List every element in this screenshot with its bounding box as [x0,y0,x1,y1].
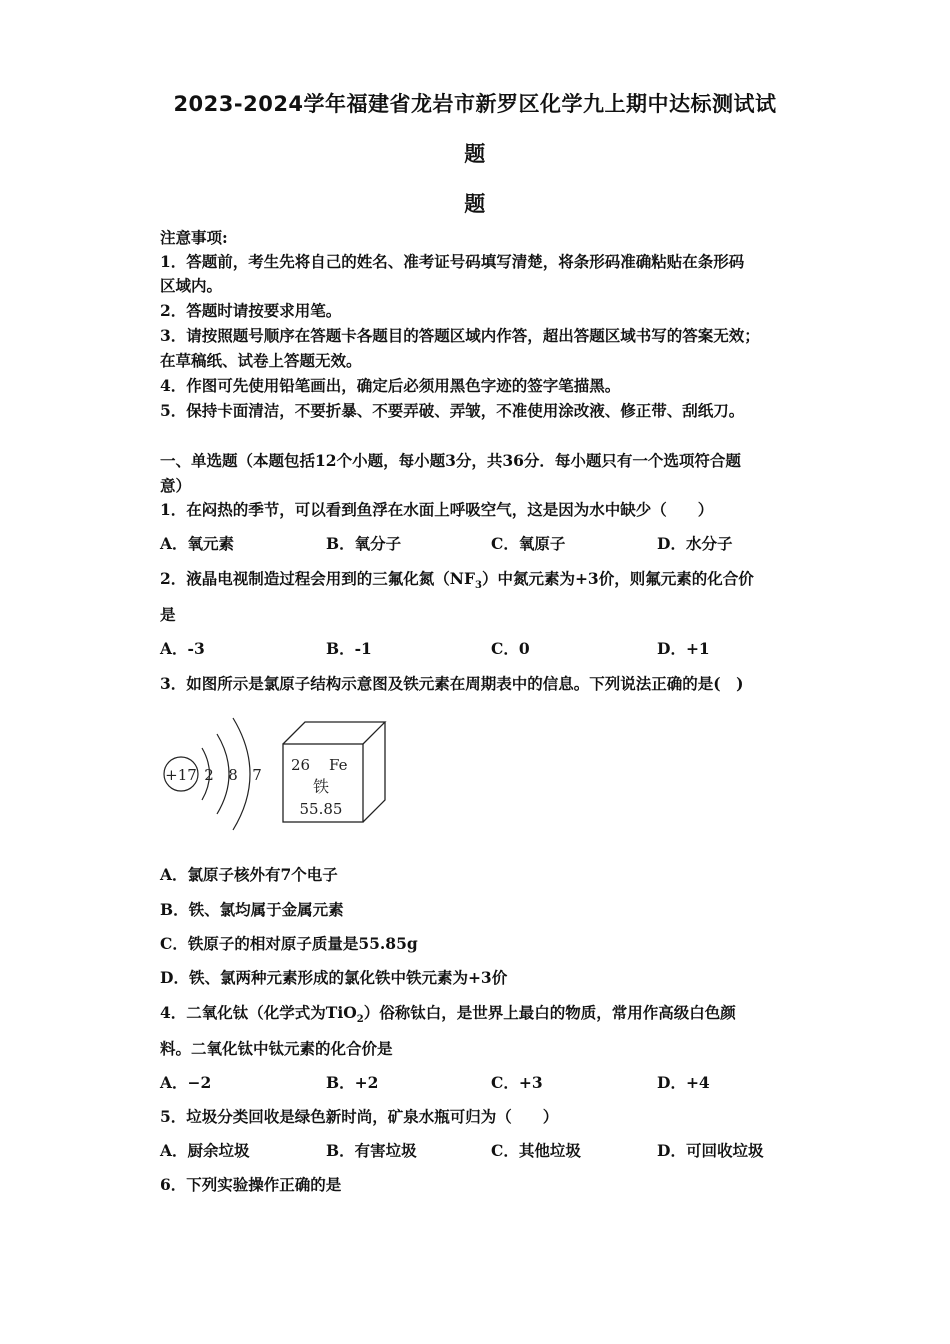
element-card-side [363,722,385,822]
question-3-option-a: A．氯原子核外有7个电子 [160,865,338,884]
shell-2-count: 8 [228,766,238,784]
question-3-figure [155,712,395,836]
question-4-stem-sub: 2 [356,1014,364,1026]
exam-title-line1: 2023-2024学年福建省龙岩市新罗区化学九上期中达标测试试 [173,92,777,116]
shell-1-count: 2 [204,766,214,784]
notice-line-5: 在草稿纸、试卷上答题无效。 [160,351,362,370]
question-5-option-d: D．可回收垃圾 [657,1141,764,1160]
question-2-option-c: C．0 [491,639,530,658]
element-card-top [283,722,385,744]
question-4-stem-line2: 料。二氧化钛中钛元素的化合价是 [160,1039,393,1058]
element-symbol: Fe [329,756,348,774]
question-2-stem-sub: 3 [474,580,482,592]
nucleus-charge: +17 [165,766,197,784]
question-5-option-a: A．厨余垃圾 [160,1141,250,1160]
question-2-stem [160,569,754,596]
question-5-option-c: C．其他垃圾 [491,1141,581,1160]
question-6-stem: 6．下列实验操作正确的是 [160,1175,342,1194]
question-1-option-b: B．氧分子 [326,534,402,553]
shell-3-count: 7 [252,766,262,784]
notice-line-4: 3．请按照题号顺序在答题卡各题目的答题区域内作答，超出答题区域书写的答案无效； [160,326,760,345]
section-heading-line1: 一、单选题（本题包括12个小题，每小题3分，共36分．每小题只有一个选项符合题 [160,451,741,470]
question-5-option-b: B．有害垃圾 [326,1141,417,1160]
exam-title-line3: 题 [464,192,486,216]
question-2-stem-pre: 2．液晶电视制造过程会用到的三氟化氮（NF [160,569,475,588]
notice-line-7: 5．保持卡面清洁，不要折暴、不要弄破、弄皱，不准使用涂改液、修正带、刮纸刀。 [160,401,745,420]
question-4-option-a: A．−2 [160,1073,212,1092]
exam-title-line2: 题 [464,142,486,166]
question-4-stem-post: ）俗称钛白，是世界上最白的物质，常用作高级白色颜 [363,1003,736,1022]
question-1-option-c: C．氧原子 [491,534,566,553]
element-name: 铁 [312,777,330,796]
question-1-option-d: D．水分子 [657,534,733,553]
element-atomic-number: 26 [291,756,311,774]
question-2-stem-post: ）中氮元素为+3价，则氟元素的化合价 [481,569,754,588]
question-2-stem-line2: 是 [160,605,176,624]
question-3-option-d: D．铁、氯两种元素形成的氯化铁中铁元素为+3价 [160,968,508,987]
question-4-option-c: C．+3 [491,1073,543,1092]
electron-shell-2-arc [217,734,229,814]
question-3-option-c: C．铁原子的相对原子质量是55.85g [160,934,418,953]
question-4-stem-pre: 4．二氧化钛（化学式为TiO [160,1003,357,1022]
question-4-option-b: B．+2 [326,1073,379,1092]
notice-line-1: 1．答题前，考生先将自己的姓名、准考证号码填写清楚，将条形码准确粘贴在条形码 [160,252,745,271]
question-2-option-a: A．-3 [160,639,205,658]
section-heading-line2: 意） [160,476,192,495]
question-1-option-a: A．氧元素 [160,534,235,553]
element-atomic-mass: 55.85 [299,800,343,818]
notice-line-6: 4．作图可先使用铅笔画出，确定后必须用黑色字迹的签字笔描黑。 [160,376,621,395]
question-3-stem: 3．如图所示是氯原子结构示意图及铁元素在周期表中的信息。下列说法正确的是( ) [160,674,744,693]
question-2-option-b: B．-1 [326,639,372,658]
question-5-stem: 5．垃圾分类回收是绿色新时尚，矿泉水瓶可归为（ ） [160,1107,559,1126]
question-2-option-d: D．+1 [657,639,710,658]
question-1-stem: 1．在闷热的季节，可以看到鱼浮在水面上呼吸空气，这是因为水中缺少（ ） [160,500,714,519]
notice-line-2: 区域内。 [160,276,223,295]
question-4-stem [160,1003,736,1030]
notice-line-3: 2．答题时请按要求用笔。 [160,301,342,320]
notice-heading: 注意事项: [160,228,228,247]
question-3-option-b: B．铁、氯均属于金属元素 [160,900,344,919]
question-4-option-d: D．+4 [657,1073,710,1092]
